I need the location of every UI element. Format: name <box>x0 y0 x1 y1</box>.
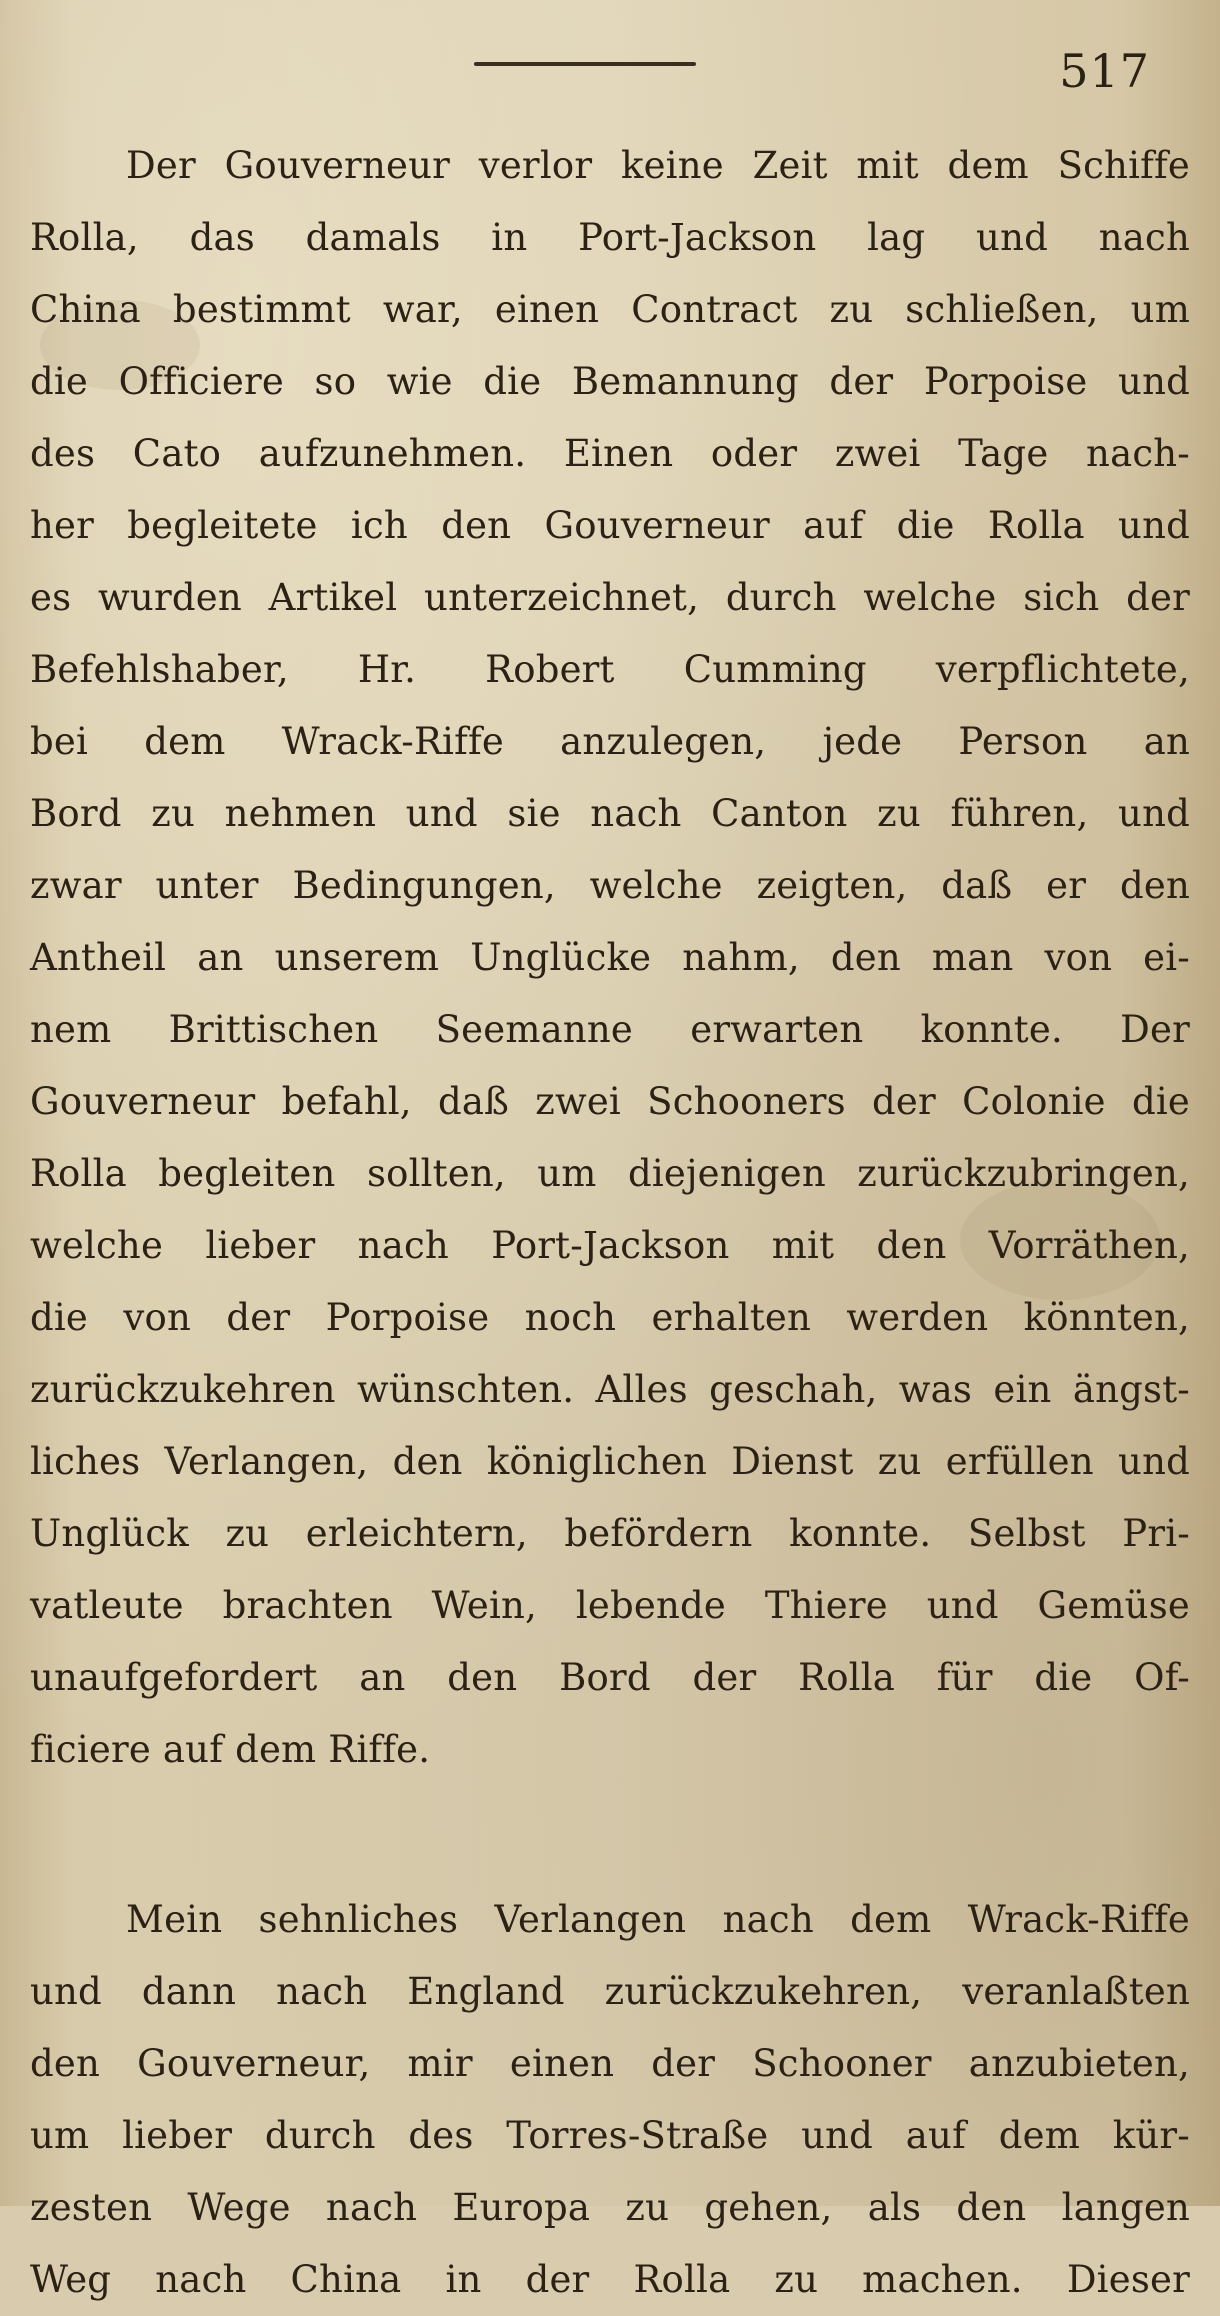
text-line: zwar unter Bedingungen, welche zeigten, daß er den <box>30 864 1190 907</box>
text-line: zurückzukehren wünschten. Alles geschah, was ein ängst- <box>30 1368 1190 1411</box>
page-number: 517 <box>1059 44 1150 98</box>
paragraph-2 <box>30 1884 1190 2316</box>
text-line: welche lieber nach Port-Jackson mit den Vorräthen, <box>30 1224 1190 1267</box>
text-line: Bord zu nehmen und sie nach Canton zu führen, und <box>30 792 1190 835</box>
text-line: ficiere auf dem Riffe. <box>30 1728 431 1771</box>
text-line: Unglück zu erleichtern, befördern konnte. Selbst Pri- <box>30 1512 1190 1555</box>
text-line: um lieber durch des Torres-Straße und auf dem kür- <box>30 2114 1190 2157</box>
text-line: des Cato aufzunehmen. Einen oder zwei Tage nach- <box>30 432 1190 475</box>
text-line: nem Brittischen Seemanne erwarten konnte. Der <box>30 1008 1190 1051</box>
text-line: die von der Porpoise noch erhalten werden könnten, <box>30 1296 1190 1339</box>
text-line: China bestimmt war, einen Contract zu schließen, um <box>30 288 1190 331</box>
text-line: Antheil an unserem Unglücke nahm, den man von ei- <box>30 936 1190 979</box>
text-line: unaufgefordert an den Bord der Rolla für die Of- <box>30 1656 1190 1699</box>
text-line: Befehlshaber, Hr. Robert Cumming verpflichtete, <box>30 648 1190 691</box>
text-line: Rolla, das damals in Port-Jackson lag und nach <box>30 216 1190 259</box>
text-line: bei dem Wrack-Riffe anzulegen, jede Person an <box>30 720 1190 763</box>
text-line: Der Gouverneur verlor keine Zeit mit dem Schiffe <box>126 144 1190 187</box>
header-rule <box>474 62 696 66</box>
text-line: es wurden Artikel unterzeichnet, durch welche sich der <box>30 576 1190 619</box>
text-line: Mein sehnliches Verlangen nach dem Wrack-Riffe <box>126 1898 1190 1941</box>
text-line: Rolla begleiten sollten, um diejenigen zurückzubringen, <box>30 1152 1190 1195</box>
text-line: her begleitete ich den Gouverneur auf die Rolla und <box>30 504 1190 547</box>
paragraph-gap <box>30 1786 1190 1884</box>
text-line: Weg nach China in der Rolla zu machen. Dieser <box>30 2258 1190 2301</box>
text-line: Gouverneur befahl, daß zwei Schooners der Colonie die <box>30 1080 1190 1123</box>
text-line: zesten Wege nach Europa zu gehen, als den langen <box>30 2186 1190 2229</box>
text-line: liches Verlangen, den königlichen Dienst zu erfüllen und <box>30 1440 1190 1483</box>
text-line: den Gouverneur, mir einen der Schooner anzubieten, <box>30 2042 1190 2085</box>
body-text <box>30 130 1190 2316</box>
paragraph-1 <box>30 130 1190 1786</box>
text-line: und dann nach England zurückzukehren, veranlaßten <box>30 1970 1190 2013</box>
text-line: die Officiere so wie die Bemannung der Porpoise und <box>30 360 1190 403</box>
text-line: vatleute brachten Wein, lebende Thiere und Gemüse <box>30 1584 1190 1627</box>
